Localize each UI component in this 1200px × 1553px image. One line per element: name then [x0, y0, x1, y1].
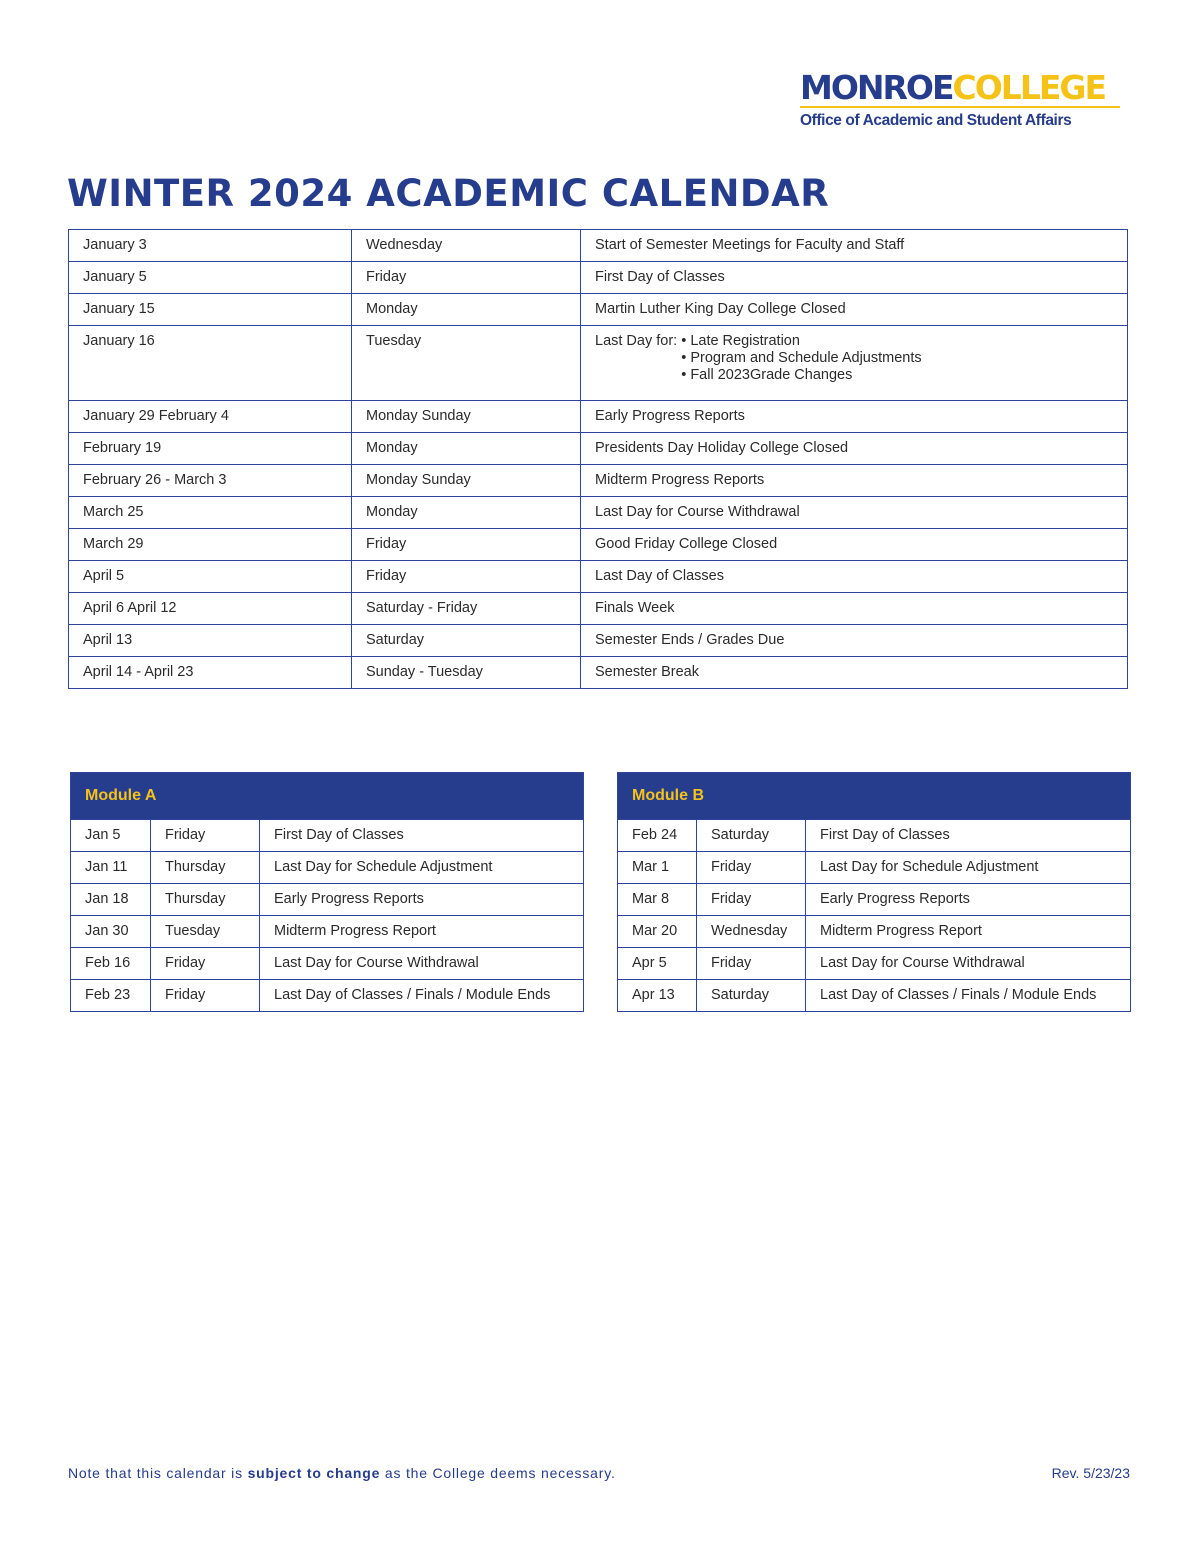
date-cell: April 5 — [69, 561, 352, 593]
table-row — [618, 884, 1131, 916]
event-cell: Midterm Progress Report — [260, 916, 584, 948]
table-row — [618, 980, 1131, 1012]
day-cell: Saturday - Friday — [352, 593, 581, 625]
event-cell: Early Progress Reports — [806, 884, 1131, 916]
footer-note-emphasis: subject to change — [247, 1465, 381, 1481]
college-logo — [800, 70, 1130, 130]
date-cell: January 16 — [69, 326, 352, 401]
day-cell: Monday — [352, 433, 581, 465]
date-cell: January 29 February 4 — [69, 401, 352, 433]
date-cell: Feb 16 — [71, 948, 151, 980]
logo-subtitle: Office of Academic and Student Affairs — [800, 112, 1072, 129]
date-cell: January 15 — [69, 294, 352, 326]
date-cell: Jan 18 — [71, 884, 151, 916]
day-cell: Monday Sunday — [352, 401, 581, 433]
event-cell: Last Day of Classes / Finals / Module Ends — [260, 980, 584, 1012]
table-row — [69, 230, 1128, 262]
date-cell: Jan 5 — [71, 820, 151, 852]
logo-word-college: COLLEGE — [952, 68, 1106, 107]
event-cell: Last Day for Course Withdrawal — [260, 948, 584, 980]
date-cell: Apr 13 — [618, 980, 697, 1012]
event-cell: Midterm Progress Report — [806, 916, 1131, 948]
date-cell: Feb 23 — [71, 980, 151, 1012]
date-cell: January 3 — [69, 230, 352, 262]
event-cell: Presidents Day Holiday College Closed — [581, 433, 1128, 465]
module-b-table — [617, 772, 1131, 1012]
table-row — [71, 884, 584, 916]
table-row — [618, 948, 1131, 980]
table-row — [71, 852, 584, 884]
day-cell: Friday — [151, 820, 260, 852]
date-cell: March 29 — [69, 529, 352, 561]
day-cell: Monday Sunday — [352, 465, 581, 497]
module-a-header: Module A — [71, 773, 584, 820]
date-cell: Jan 11 — [71, 852, 151, 884]
table-row — [71, 980, 584, 1012]
date-cell: Mar 8 — [618, 884, 697, 916]
table-row — [69, 497, 1128, 529]
list-item: • Late Registration — [681, 333, 921, 350]
date-cell: February 19 — [69, 433, 352, 465]
event-cell: Last Day of Classes / Finals / Module Ends — [806, 980, 1131, 1012]
day-cell: Friday — [697, 852, 806, 884]
date-cell: February 26 - March 3 — [69, 465, 352, 497]
footer-note-start: Note that this calendar is — [68, 1465, 248, 1481]
day-cell: Saturday — [352, 625, 581, 657]
main-calendar-table — [68, 229, 1128, 689]
event-cell: Early Progress Reports — [260, 884, 584, 916]
date-cell: March 25 — [69, 497, 352, 529]
event-cell: Good Friday College Closed — [581, 529, 1128, 561]
day-cell: Friday — [697, 884, 806, 916]
event-cell: Finals Week — [581, 593, 1128, 625]
event-cell: Last Day for Schedule Adjustment — [260, 852, 584, 884]
list-item: • Fall 2023Grade Changes — [681, 367, 921, 384]
revision-date: Rev. 5/23/23 — [1051, 1465, 1130, 1481]
event-cell: First Day of Classes — [260, 820, 584, 852]
table-row — [69, 529, 1128, 561]
table-row — [69, 433, 1128, 465]
date-cell: Mar 1 — [618, 852, 697, 884]
table-row — [69, 465, 1128, 497]
list-item: • Program and Schedule Adjustments — [681, 350, 921, 367]
table-row — [71, 916, 584, 948]
event-cell: Martin Luther King Day College Closed — [581, 294, 1128, 326]
event-cell: Last Day for Schedule Adjustment — [806, 852, 1131, 884]
day-cell: Wednesday — [697, 916, 806, 948]
event-cell: Start of Semester Meetings for Faculty and Staff — [581, 230, 1128, 262]
footer-note — [68, 1465, 616, 1481]
table-row — [71, 820, 584, 852]
footer-note-end: as the College deems necessary. — [380, 1465, 616, 1481]
table-row — [71, 948, 584, 980]
day-cell: Tuesday — [151, 916, 260, 948]
day-cell: Wednesday — [352, 230, 581, 262]
page-title: WINTER 2024 ACADEMIC CALENDAR — [67, 172, 830, 215]
day-cell: Thursday — [151, 884, 260, 916]
event-cell: First Day of Classes — [581, 262, 1128, 294]
table-row — [69, 561, 1128, 593]
day-cell: Thursday — [151, 852, 260, 884]
day-cell: Saturday — [697, 980, 806, 1012]
table-row — [69, 593, 1128, 625]
day-cell: Friday — [352, 262, 581, 294]
date-cell: January 5 — [69, 262, 352, 294]
day-cell: Monday — [352, 294, 581, 326]
event-cell: Semester Ends / Grades Due — [581, 625, 1128, 657]
date-cell: April 14 - April 23 — [69, 657, 352, 689]
event-cell: Last Day for Course Withdrawal — [581, 497, 1128, 529]
event-cell: Midterm Progress Reports — [581, 465, 1128, 497]
table-row — [69, 657, 1128, 689]
date-cell: Apr 5 — [618, 948, 697, 980]
day-cell: Friday — [352, 529, 581, 561]
day-cell: Saturday — [697, 820, 806, 852]
logo-wordmark — [800, 70, 1130, 106]
date-cell: Feb 24 — [618, 820, 697, 852]
day-cell: Friday — [151, 980, 260, 1012]
day-cell: Friday — [151, 948, 260, 980]
date-cell: Jan 30 — [71, 916, 151, 948]
event-bullet-list — [677, 333, 921, 384]
table-row — [618, 916, 1131, 948]
day-cell: Friday — [352, 561, 581, 593]
event-prefix: Last Day for: — [595, 333, 678, 349]
event-cell: Semester Break — [581, 657, 1128, 689]
table-row — [69, 625, 1128, 657]
table-row — [69, 401, 1128, 433]
event-cell — [581, 326, 1128, 401]
day-cell: Sunday - Tuesday — [352, 657, 581, 689]
date-cell: April 6 April 12 — [69, 593, 352, 625]
table-row — [69, 262, 1128, 294]
table-row — [69, 294, 1128, 326]
event-cell: Last Day for Course Withdrawal — [806, 948, 1131, 980]
event-cell: Last Day of Classes — [581, 561, 1128, 593]
day-cell: Tuesday — [352, 326, 581, 401]
date-cell: Mar 20 — [618, 916, 697, 948]
table-row — [69, 326, 1128, 401]
event-cell: First Day of Classes — [806, 820, 1131, 852]
table-row — [618, 852, 1131, 884]
module-b-header: Module B — [618, 773, 1131, 820]
event-cell: Early Progress Reports — [581, 401, 1128, 433]
logo-word-monroe: MONROE — [800, 68, 953, 107]
date-cell: April 13 — [69, 625, 352, 657]
table-row — [618, 820, 1131, 852]
day-cell: Friday — [697, 948, 806, 980]
module-a-table — [70, 772, 584, 1012]
day-cell: Monday — [352, 497, 581, 529]
